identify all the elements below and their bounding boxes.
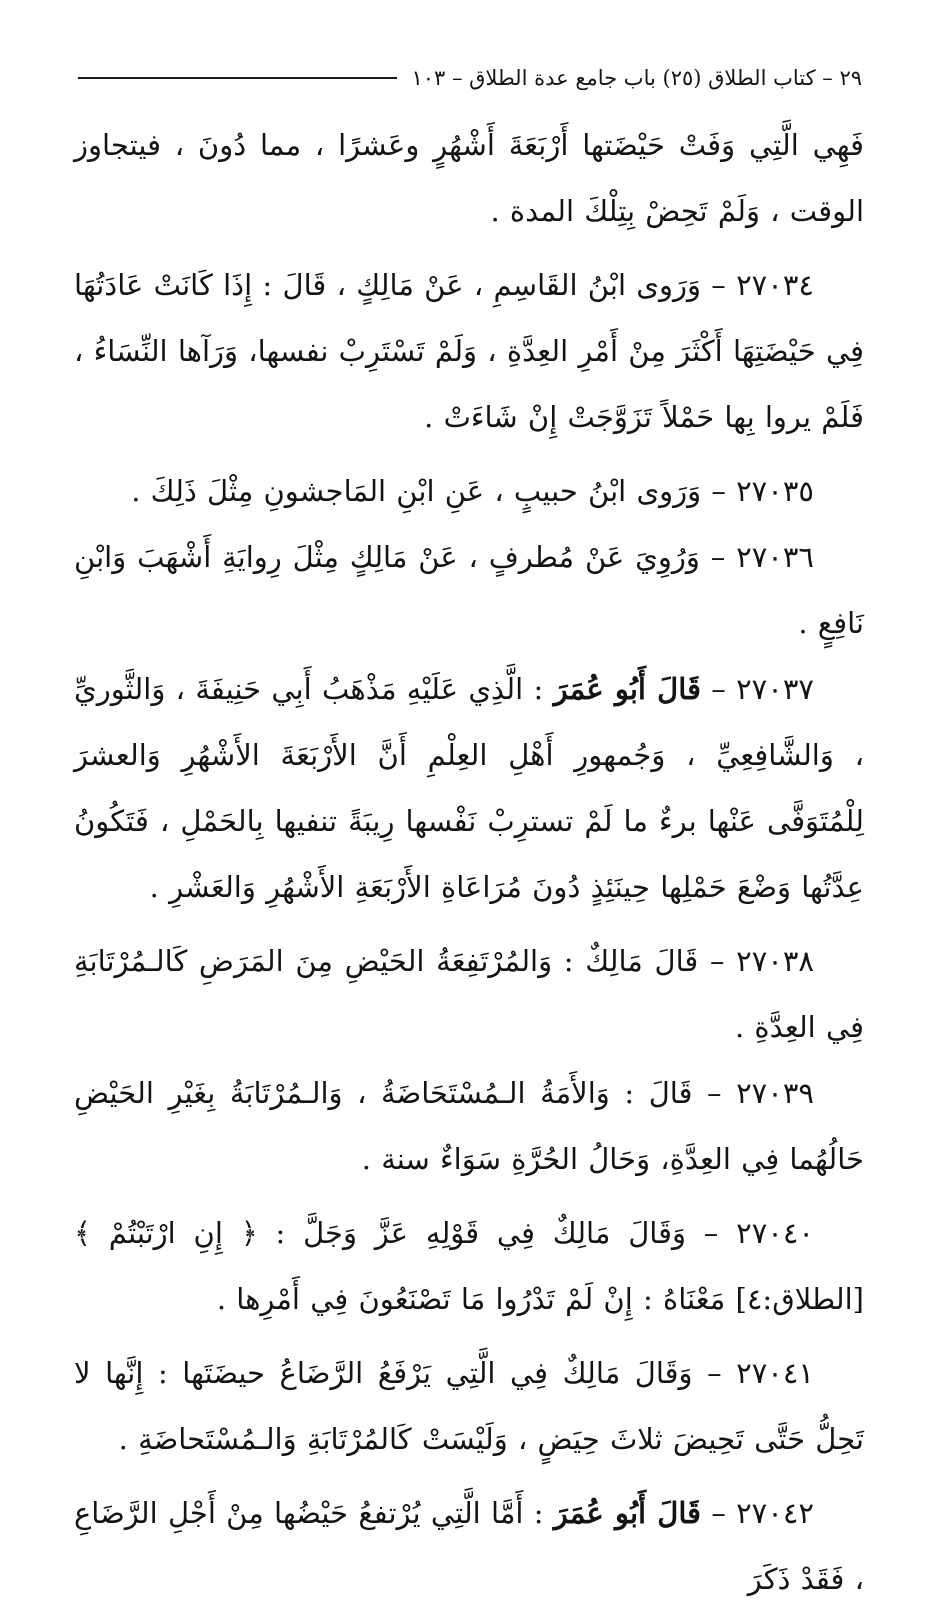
paragraph-text: قَالَ مَالِكٌ : وَالمُرْتَفِعَةُ الحَيْضِ مِنَ المَرَضِ كَالـمُرْتَابَةِ فِي العِدَّةِ .	[74, 944, 864, 1044]
paragraph-text: وَقَالَ مَالِكٌ فِي قَوْلِهِ عَزَّ وَجَلَّ : ﴿ إِنِ ارْتَبْتُمْ ﴾ [الطلاق:٤] مَعْنَاهُ : إِنْ لَمْ تَدْرُوا مَا تَصْنَعُونَ فِي أَمْرِها .	[74, 1216, 864, 1316]
paragraph-number: ٢٧٠٣٩	[736, 1076, 814, 1110]
text-body	[74, 112, 864, 1612]
paragraph-27034: ٢٧٠٣٤ – وَرَوى ابْنُ القَاسِمِ ، عَنْ مَالِكٍ ، قَالَ : إِذَا كَانَتْ عَادَتُهَا فِي حَيْضَتِهَا أَكْثَرَ مِنْ أَمْرِ العِدَّةِ ، وَلَمْ تَسْتَرِبْ نفسها، وَرَآها النِّسَاءُ ، فَلَمْ يروا بِها حَمْلاً تَزَوَّجَتْ إِنْ شَاءَتْ .	[74, 268, 864, 434]
paragraph-number: ٢٧٠٣٦	[736, 540, 815, 574]
paragraph-27042: ٢٧٠٤٢ – قَالَ أَبُو عُمَرَ : أَمَّا الَّتِي يُرْتفعُ حَيْضُها مِنْ أَجْلِ الرَّضَاعِ ، فَقَدْ ذَكَرَ	[74, 1496, 864, 1596]
speaker-label: قَالَ أَبُو عُمَرَ	[553, 672, 701, 706]
paragraph-27036: ٢٧٠٣٦ – وَرُوِيَ عَنْ مُطرفٍ ، عَنْ مَالِكٍ مِثْلَ رِوايَةِ أَشْهَبَ وَابْنِ نَافِعٍ .	[74, 540, 864, 640]
paragraph-text: : الَّذِي عَلَيْهِ مَذْهَبُ أَبِي حَنِيفَةَ ، وَالثَّوريِّ ، وَالشَّافِعِيِّ ، وَجُمهورِ أَهْلِ العِلْمِ أَنَّ الأَرْبَعَةَ الأَشْهُرِ وَالعشرَ لِلْمُتَوَفَّى عَنْها برءٌ ما لَمْ تسترِبْ نَفْسها رِيبَةً تنفيها بِالحَمْلِ ، فَتَكُونُ عِدَّتُها وَضْعَ حَمْلِها حِينَئِذٍ دُونَ مُرَاعَاةِ الأَرْبَعَةِ الأَشْهُرِ وَالعَشْرِ .	[74, 672, 864, 904]
paragraph-text: وَرَوى ابْنُ حبيبٍ ، عَنِ ابْنِ المَاجشونِ مِثْلَ ذَلِكَ .	[131, 474, 702, 508]
paragraph-number: ٢٧٠٣٨	[736, 944, 815, 978]
running-header	[78, 60, 862, 96]
paragraph-number: ٢٧٠٣٧	[736, 672, 814, 706]
paragraph-27037: ٢٧٠٣٧ – قَالَ أَبُو عُمَرَ : الَّذِي عَلَيْهِ مَذْهَبُ أَبِي حَنِيفَةَ ، وَالثَّوريِّ ، وَالشَّافِعِيِّ ، وَجُمهورِ أَهْلِ العِلْمِ أَنَّ الأَرْبَعَةَ الأَشْهُرِ وَالعشرَ لِلْمُتَوَفَّى عَنْها برءٌ ما لَمْ تسترِبْ نَفْسها رِيبَةً تنفيها بِالحَمْلِ ، فَتَكُونُ عِدَّتُها وَضْعَ حَمْلِها حِينَئِذٍ دُونَ مُرَاعَاةِ الأَرْبَعَةِ الأَشْهُرِ وَالعَشْرِ .	[74, 672, 864, 904]
paragraph-27040: ٢٧٠٤٠ – وَقَالَ مَالِكٌ فِي قَوْلِهِ عَزَّ وَجَلَّ : ﴿ إِنِ ارْتَبْتُمْ ﴾ [الطلاق:٤] مَعْنَاهُ : إِنْ لَمْ تَدْرُوا مَا تَصْنَعُونَ فِي أَمْرِها .	[74, 1216, 864, 1316]
paragraph-text: قَالَ : وَالأَمَةُ الـمُسْتَحَاضَةُ ، وَالـمُرْتَابَةُ بِغَيْرِ الحَيْضِ حَالُهُما فِي العِدَّةِ، وَحَالُ الحُرَّةِ سَوَاءٌ سنة .	[74, 1076, 864, 1176]
paragraph-number: ٢٧٠٤٠	[736, 1216, 815, 1250]
paragraph-27035: ٢٧٠٣٥ – وَرَوى ابْنُ حبيبٍ ، عَنِ ابْنِ المَاجشونِ مِثْلَ ذَلِكَ .	[131, 474, 814, 508]
paragraph-27041: ٢٧٠٤١ – وَقَالَ مَالِكٌ فِي الَّتِي يَرْفَعُ الرَّضَاعُ حيضَتَها : إِنَّها لا تَحِلُّ حَتَّى تَحِيضَ ثلاثَ حِيَضٍ ، وَلَيْسَتْ كَالمُرْتَابَةِ وَالـمُسْتَحاضَةِ .	[74, 1356, 864, 1456]
paragraph-text: : أَمَّا الَّتِي يُرْتفعُ حَيْضُها مِنْ أَجْلِ الرَّضَاعِ ، فَقَدْ ذَكَرَ	[74, 1496, 864, 1596]
header-rule	[78, 77, 397, 79]
paragraph-27038: ٢٧٠٣٨ – قَالَ مَالِكٌ : وَالمُرْتَفِعَةُ الحَيْضِ مِنَ المَرَضِ كَالـمُرْتَابَةِ فِي العِدَّةِ .	[74, 944, 864, 1044]
paragraph-number: ٢٧٠٣٥	[736, 474, 814, 508]
header-title: ٢٩ – كتاب الطلاق (٢٥) باب جامع عدة الطلاق – ١٠٣	[411, 66, 862, 90]
paragraph-text: وَقَالَ مَالِكٌ فِي الَّتِي يَرْفَعُ الرَّضَاعُ حيضَتَها : إِنَّها لا تَحِلُّ حَتَّى تَحِيضَ ثلاثَ حِيَضٍ ، وَلَيْسَتْ كَالمُرْتَابَةِ وَالـمُسْتَحاضَةِ .	[74, 1356, 864, 1456]
paragraph-number: ٢٧٠٣٤	[736, 268, 814, 302]
paragraph-text: فَهِي الَّتِي وَفَتْ حَيْضَتها أَرْبَعَةَ أَشْهُرٍ وعَشرًا ، مما دُونَ ، فيتجاوز الوقت ، وَلَمْ تَحِضْ بِتِلْكَ المدة .	[74, 128, 864, 228]
paragraph-text: وَرُوِيَ عَنْ مُطرفٍ ، عَنْ مَالِكٍ مِثْلَ رِوايَةِ أَشْهَبَ وَابْنِ نَافِعٍ .	[74, 540, 864, 640]
paragraph-27039: ٢٧٠٣٩ – قَالَ : وَالأَمَةُ الـمُسْتَحَاضَةُ ، وَالـمُرْتَابَةُ بِغَيْرِ الحَيْضِ حَالُهُما فِي العِدَّةِ، وَحَالُ الحُرَّةِ سَوَاءٌ سنة .	[74, 1076, 864, 1176]
speaker-label: قَالَ أَبُو عُمَرَ	[553, 1496, 702, 1530]
paragraph-number: ٢٧٠٤١	[736, 1356, 815, 1390]
paragraph-text: وَرَوى ابْنُ القَاسِمِ ، عَنْ مَالِكٍ ، قَالَ : إِذَا كَانَتْ عَادَتُهَا فِي حَيْضَتِهَا أَكْثَرَ مِنْ أَمْرِ العِدَّةِ ، وَلَمْ تَسْتَرِبْ نفسها، وَرَآها النِّسَاءُ ، فَلَمْ يروا بِها حَمْلاً تَزَوَّجَتْ إِنْ شَاءَتْ .	[74, 268, 864, 434]
paragraph-number: ٢٧٠٤٢	[736, 1496, 814, 1530]
paragraph-continuation	[74, 112, 864, 244]
